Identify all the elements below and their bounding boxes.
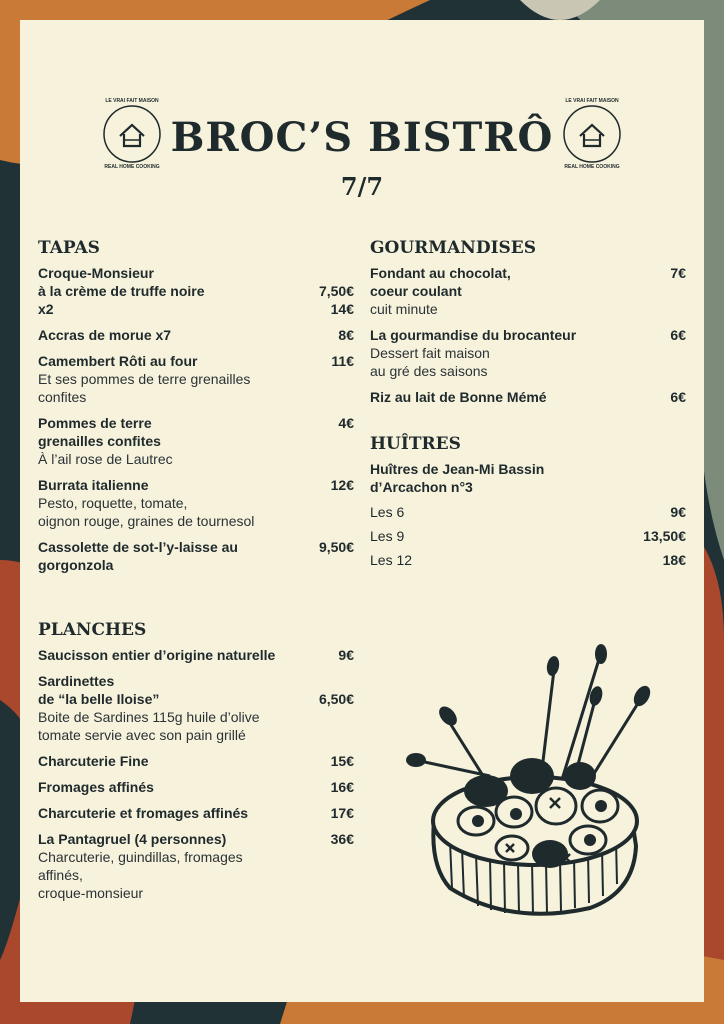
menu-item-name: Saucisson entier d’origine naturelle	[38, 647, 276, 663]
menu-page	[20, 20, 704, 1002]
badge-right-text-bottom: REAL HOME COOKING	[564, 164, 620, 170]
menu-item	[38, 476, 354, 530]
left-column	[38, 238, 354, 910]
menu-item-name: Camembert Rôti au four	[38, 353, 198, 369]
menu-item	[38, 778, 354, 796]
opening-days: 7/7	[340, 172, 384, 201]
dessert-illustration	[390, 626, 660, 936]
oyster-quantity: Les 12	[370, 552, 413, 568]
huitres-rows	[370, 500, 686, 572]
tapas-list	[38, 264, 354, 574]
tapas-section	[38, 238, 354, 574]
menu-item-price: 6,50€	[318, 691, 354, 707]
oyster-quantity: Les 9	[370, 528, 405, 544]
oyster-price: 18€	[662, 552, 686, 568]
tapas-title: TAPAS	[38, 238, 100, 258]
menu-item-price: 7,50€ 14€	[318, 283, 354, 317]
oyster-quantity: Les 6	[370, 504, 405, 520]
planches-list	[38, 646, 354, 902]
menu-item-name: Croque-Monsieur à la crème de truffe noire x2	[38, 265, 205, 317]
oyster-row	[370, 500, 686, 524]
menu-item-name: Pommes de terre grenailles confites	[38, 415, 161, 449]
menu-item	[370, 264, 686, 318]
menu-item-price: 11€	[331, 353, 354, 369]
menu-item	[38, 830, 354, 902]
menu-item-name: La gourmandise du brocanteur	[370, 327, 577, 343]
menu-item-description: Et ses pommes de terre grenailles confites	[38, 371, 251, 405]
menu-item-price: 16€	[330, 779, 354, 795]
menu-item-name: Accras de morue x7	[38, 327, 172, 343]
menu-item-price: 6€	[670, 389, 686, 405]
huitres-heading: Huîtres de Jean-Mi Bassin d’Arcachon n°3	[370, 461, 545, 495]
menu-item	[38, 326, 354, 344]
menu-item-price: 17€	[330, 805, 354, 821]
menu-item-name: Charcuterie et fromages affinés	[38, 805, 249, 821]
oyster-price: 9€	[670, 504, 686, 520]
menu-item-price: 9,50€	[318, 539, 354, 555]
menu-item-description: Charcuterie, guindillas, fromages affinés, croque-monsieur	[38, 849, 243, 901]
menu-item-name: Burrata italienne	[38, 477, 149, 493]
oyster-row	[370, 524, 686, 548]
right-column	[370, 238, 686, 572]
menu-item-name: Fondant au chocolat, coeur coulant	[370, 265, 511, 299]
huitres-section	[370, 434, 686, 572]
menu-item-description: Dessert fait maison au gré des saisons	[370, 345, 490, 379]
gourmandises-section	[370, 238, 686, 406]
restaurant-title: BROC’S BISTRÔ	[170, 114, 554, 161]
menu-item-description: Pesto, roquette, tomate, oignon rouge, graines de tournesol	[38, 495, 255, 529]
planches-title: PLANCHES	[38, 620, 147, 640]
gourmandises-list	[370, 264, 686, 406]
oyster-price: 13,50€	[643, 528, 686, 544]
menu-item	[370, 388, 686, 406]
menu-item-price: 36€	[330, 831, 354, 847]
badge-left-text-top: LE VRAI FAIT MAISON	[105, 98, 159, 104]
menu-item	[38, 752, 354, 770]
menu-item-description: cuit minute	[370, 301, 438, 317]
menu-item	[38, 538, 354, 574]
menu-item-description: Boite de Sardines 115g huile d’olive tomate servie avec son pain grillé	[38, 709, 260, 743]
menu-item-price: 15€	[330, 753, 354, 769]
menu-item-price: 6€	[670, 327, 686, 343]
menu-item	[38, 646, 354, 664]
menu-item-name: Riz au lait de Bonne Mémé	[370, 389, 547, 405]
menu-item	[38, 352, 354, 406]
menu-item-description: À l’ail rose de Lautrec	[38, 451, 173, 467]
menu-item-price: 12€	[330, 477, 354, 493]
menu-item-name: Sardinettes de “la belle Iloise”	[38, 673, 160, 707]
oyster-row	[370, 548, 686, 572]
planches-section	[38, 620, 354, 902]
menu-item-name: Charcuterie Fine	[38, 753, 149, 769]
menu-item	[38, 264, 354, 318]
badge-left-text-bottom: REAL HOME COOKING	[104, 164, 160, 170]
menu-item-price: 9€	[338, 647, 354, 663]
menu-item	[38, 672, 354, 744]
menu-item-price: 8€	[338, 327, 354, 343]
gourmandises-title: GOURMANDISES	[370, 238, 537, 258]
menu-item-price: 4€	[338, 415, 354, 431]
menu-item	[38, 804, 354, 822]
badge-right-text-top: LE VRAI FAIT MAISON	[565, 98, 619, 104]
huitres-title: HUÎTRES	[370, 434, 461, 454]
menu-item	[370, 326, 686, 380]
menu-item-name: Cassolette de sot-l’y-laisse au gorgonzola	[38, 539, 238, 573]
menu-item-name: Fromages affinés	[38, 779, 154, 795]
menu-item-price: 7€	[670, 265, 686, 281]
menu-item	[38, 414, 354, 468]
menu-item-name: La Pantagruel (4 personnes)	[38, 831, 227, 847]
